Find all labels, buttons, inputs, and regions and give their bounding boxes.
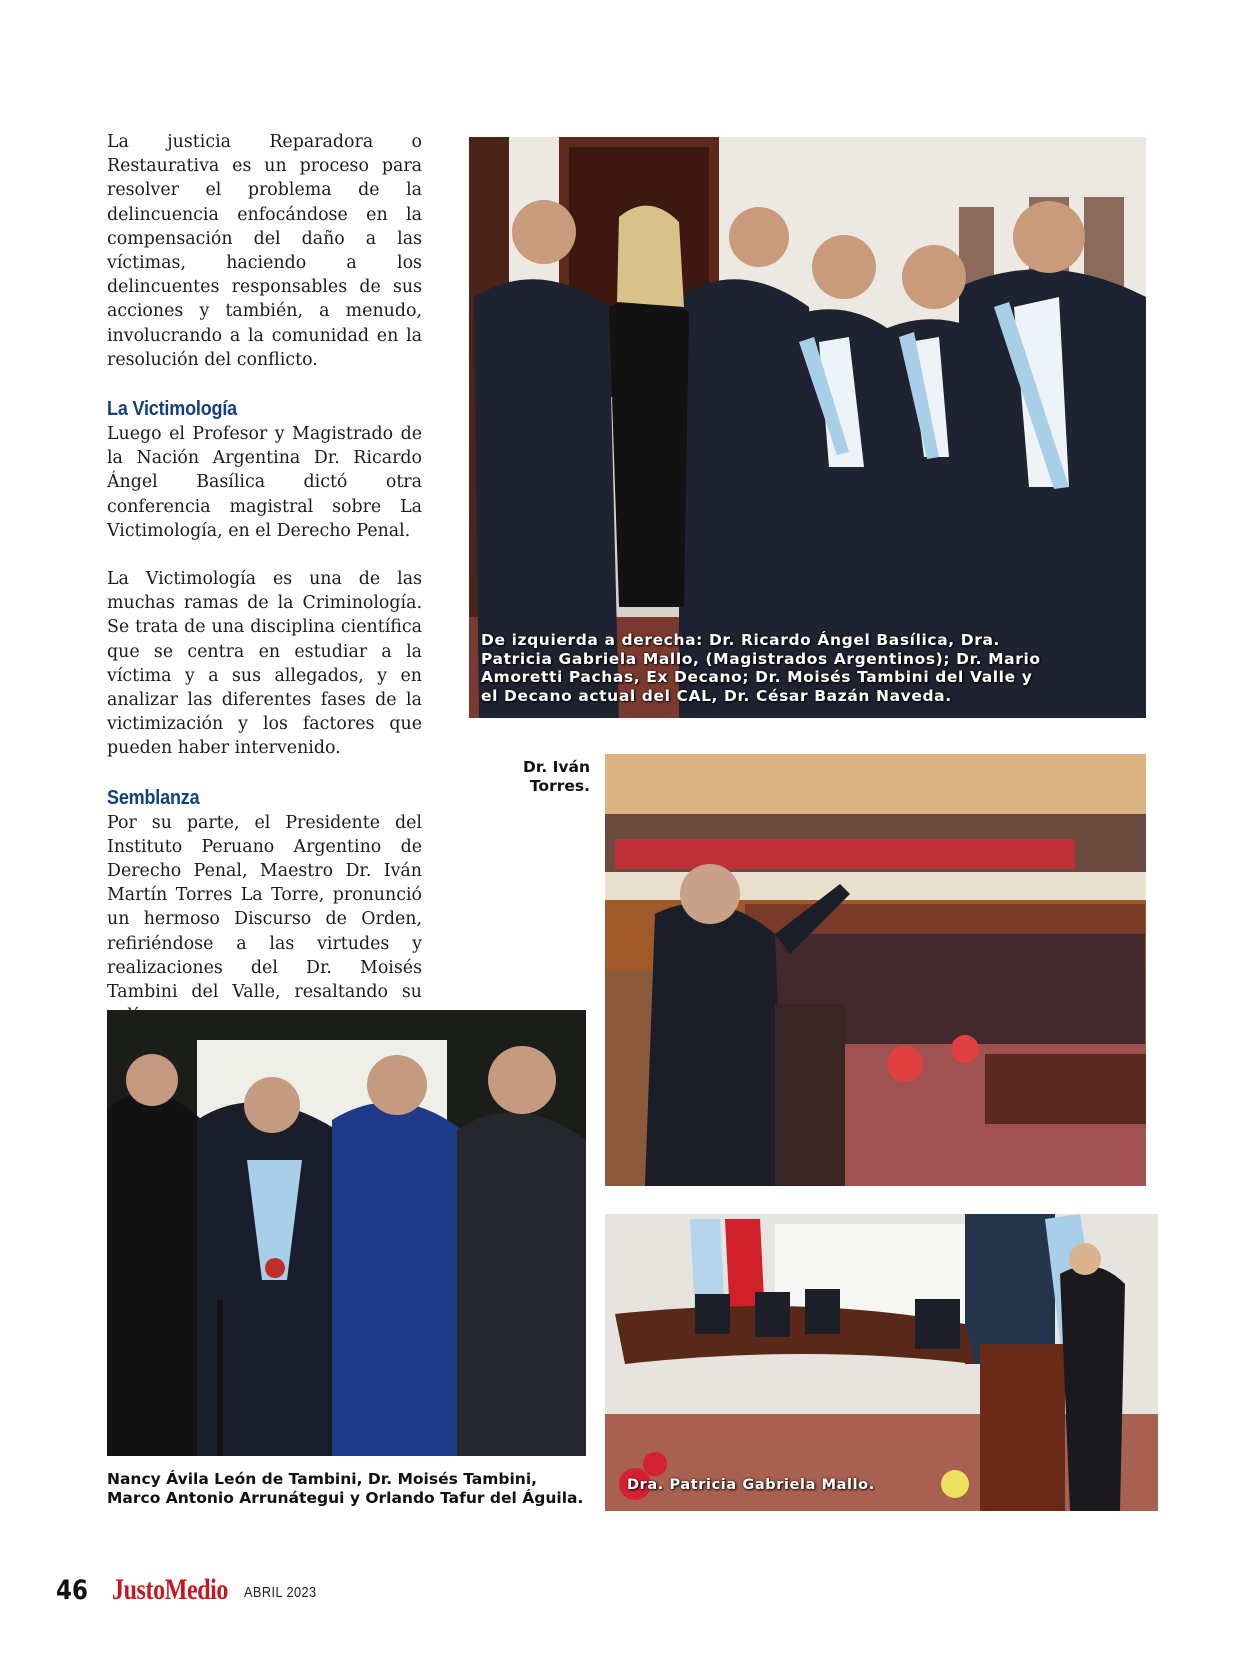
ivan-torres-caption: [480, 758, 590, 796]
article-text-column: [107, 130, 422, 1029]
ivan-caption-line2: Torres.: [529, 777, 590, 795]
issue-date: ABRIL 2023: [244, 1584, 317, 1601]
paragraph-victimologia-definicion: La Victimología es una de las muchas ramas de la Criminología. Se trata de una disciplina científica que se centra en estudiar a la víctima y a sus allegados, y en analizar las diferentes fases de la victimización y los factores que pueden haber intervenido.: [107, 569, 422, 759]
logo-part-medio: Medio: [164, 1573, 229, 1606]
garden-photo-image: [107, 1010, 586, 1456]
mallo-photo: [605, 1214, 1158, 1511]
mallo-photo-image: [605, 1214, 1158, 1511]
page-number: 46: [56, 1575, 88, 1606]
heading-victimologia: La Victimología: [107, 398, 238, 421]
ivan-caption-line1: Dr. Iván: [523, 758, 590, 776]
group-photo: [469, 137, 1146, 718]
paragraph-justicia-reparadora: La justicia Reparadora o Restaurativa es un proceso para resolver el problema de la delincuencia enfocándose en la compensación del daño a las víctimas, haciendo a los delincuentes responsables de sus acciones y también, a menudo, involucrando a la comunidad en la resolución del conflicto.: [107, 132, 422, 370]
logo-part-justo: Justo: [112, 1573, 165, 1606]
garden-caption-line2: Marco Antonio Arrunátegui y Orlando Tafur del Águila.: [107, 1489, 584, 1507]
garden-photo-caption: [107, 1470, 627, 1508]
auditorium-photo: [605, 754, 1146, 1186]
mallo-photo-caption: Dra. Patricia Gabriela Mallo.: [627, 1477, 875, 1493]
group-photo-caption: De izquierda a derecha: Dr. Ricardo Ángel Basílica, Dra. Patricia Gabriela Mallo, (Magistrados Argentinos); Dr. Mario Amoretti Pachas, Ex Decano; Dr. Moisés Tambini del Valle y el Decano actual del CAL, Dr. César Bazán Naveda.: [481, 631, 1041, 705]
garden-photo: [107, 1010, 586, 1456]
page-footer: [56, 1575, 656, 1615]
garden-caption-line1: Nancy Ávila León de Tambini, Dr. Moisés Tambini,: [107, 1470, 538, 1488]
paragraph-conferencia: Luego el Profesor y Magistrado de la Nación Argentina Dr. Ricardo Ángel Basílica dictó otra conferencia magistral sobre La Victimología, en el Derecho Penal.: [107, 424, 422, 541]
magazine-logo: [112, 1573, 228, 1607]
auditorium-photo-image: [605, 754, 1146, 1186]
paragraph-semblanza: Por su parte, el Presidente del Instituto Peruano Argentino de Derecho Penal, Maestro Dr. Iván Martín Torres La Torre, pronunció un hermoso Discurso de Orden, refiriéndose a las virtudes y realizaciones del Dr. Moisés Tambini del Valle, resaltando su: [107, 812, 422, 1003]
heading-semblanza: Semblanza: [107, 786, 200, 809]
